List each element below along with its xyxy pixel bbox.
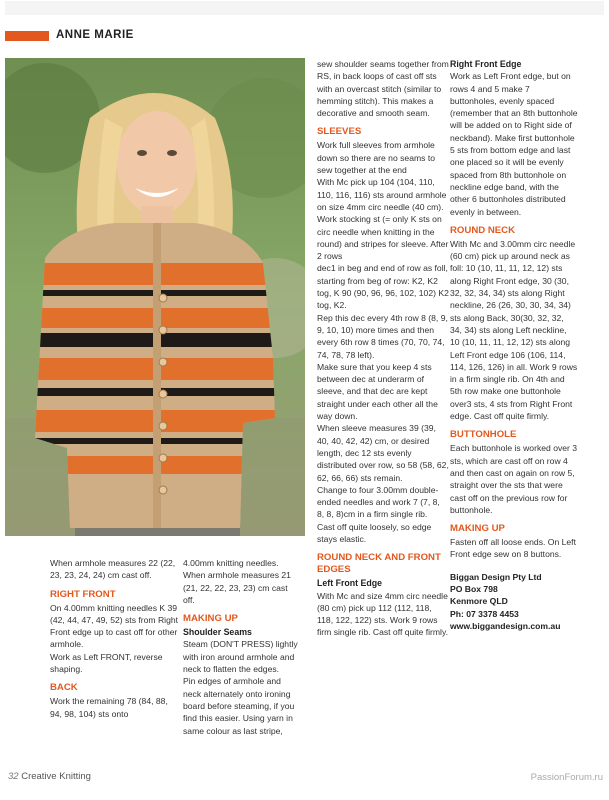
supplier-web[interactable]: www.biggandesign.com.au xyxy=(450,620,561,631)
paragraph: dec1 in beg and end of row as foll, starting from beg of row: K2, K2 tog, K 90 (90, 96, 96, 102, 102) K2 tog, K2. xyxy=(317,263,449,311)
supplier-box: PO Box 798 xyxy=(450,583,498,594)
paragraph: When sleeve measures 39 (39, 40, 40, 42, 42) cm, or desired length, dec 12 sts evenly distributed over row, so 58 (58, 62, 62, 66, 66) sts remain. xyxy=(317,423,449,483)
paragraph: Pin edges of armhole and neck alternately onto ironing board before steaming, if you find this easier. Using yarn in same colour as last stripe, xyxy=(183,676,295,736)
paragraph: Work stocking st (= only K sts on circ needle when knitting in the round) and stripes for sleeve. After 2 rows xyxy=(317,214,449,262)
paragraph: Steam (DON'T PRESS) lightly with iron around armhole and neck to flatten the edges. xyxy=(183,639,298,675)
subheading: Right Front Edge xyxy=(450,59,522,69)
supplier-name: Biggan Design Pty Ltd xyxy=(450,571,542,582)
section-heading: MAKING UP xyxy=(450,523,505,535)
section-heading: SLEEVES xyxy=(317,126,362,138)
paragraph: Cast off quite loosely, so edge stays elastic. xyxy=(317,521,432,544)
designer-name: ANNE MARIE xyxy=(56,29,134,41)
column-4-body xyxy=(450,58,578,561)
paragraph: With Mc pick up 104 (104, 110, 110, 116, 116) sts around armhole on size 4mm circ needle (40 cm). xyxy=(317,177,447,212)
subheading: Left Front Edge xyxy=(317,578,382,589)
section-heading: MAKING UP xyxy=(183,613,238,625)
section-heading: BUTTONHOLE xyxy=(450,429,517,441)
paragraph: Change to four 3.00mm double-ended needles and work 7 (7, 8, 8, 8, 8)cm in a firm single rib. xyxy=(317,484,440,520)
supplier-address xyxy=(450,571,578,632)
paragraph: Work as Left Front edge, but on rows 4 and 5 make 7 buttonholes, evenly spaced (remember that an 8th buttonhole will be added on to Right side of neckband). Make first buttonhole 5 sts from bottom edge and last one placed so it will be evenly spaced from 8th buttonhole on neckline edge band, with the other 6 buttonholes distributed evenly in between. xyxy=(450,71,578,217)
paragraph: Work the remaining 78 (84, 88, 94, 98, 104) sts onto xyxy=(50,696,168,719)
paragraph: Work full sleeves from armhole down so there are no seams to sew together at the end xyxy=(317,140,435,176)
accent-bar xyxy=(5,31,49,41)
section-heading: BACK xyxy=(50,682,78,694)
paragraph: When armhole measures 22 (22, 23, 23, 24, 24) cm cast off. xyxy=(50,558,176,581)
watermark: PassionForum.ru xyxy=(530,772,603,783)
column-3 xyxy=(317,58,449,639)
paragraph: With Mc and 3.00mm circ needle (60 cm) pick up around neck as foll: 10 (10, 11, 11, 12, 12) sts along Right Front edge, 30 (30, 32, 32, 34, 34) sts along Right neckline, 26 (26, 30, 30, 34, 34) sts along Back, 30(30, 32, 32, 34, 34) sts along Left neckline, 10 (10, 11, 11, 12, 12) sts along Left Front edge 106 (106, 114, 114, 126, 126) in all. Work 9 rows in a firm single rib. On 4th and 5th row make one buttonhole over3 sts, 4 sts from Right Front edge. Cast off quite firmly. xyxy=(450,238,578,422)
page-footer xyxy=(8,771,91,782)
paragraph: On 4.00mm knitting needles K 39 (42, 44, 47, 49, 52) sts from Right Front edge up to cast off for other armhole. xyxy=(50,602,179,650)
paragraph: Make sure that you keep 4 sts between dec at underarm of sleeve, and that dec are kept straight under each other all the way down. xyxy=(317,361,438,422)
section-heading: ROUND NECK AND FRONT EDGES xyxy=(317,552,441,576)
column-2 xyxy=(183,557,301,737)
paragraph: Fasten off all loose ends. On Left Front edge sew on 8 buttons. xyxy=(450,537,576,560)
paragraph: Each buttonhole is worked over 3 sts, which are cast off on row 4 and then cast on again on row 5, straight over the sts that were cast off on the previous row for buttonhole. xyxy=(450,443,578,515)
section-heading: ROUND NECK xyxy=(450,224,516,236)
paragraph: Work as Left FRONT, reverse shaping. xyxy=(50,651,163,675)
model-photo xyxy=(5,58,305,536)
supplier-phone: Ph: 07 3378 4453 xyxy=(450,608,519,619)
paragraph: 4.00mm knitting needles. When armhole measures 21 (21, 22, 22, 23, 23) cm cast off. xyxy=(183,558,291,605)
column-4 xyxy=(450,58,578,632)
photo-illustration xyxy=(5,58,305,536)
supplier-town: Kenmore QLD xyxy=(450,596,508,607)
paragraph: With Mc and size 4mm circ needle (80 cm) pick up 112 (112, 118, 118, 122, 122) sts. Work 9 rows firm single rib. Cast off quite firmly. xyxy=(317,590,449,638)
paragraph: sew shoulder seams together from RS, in back loops of cast off sts with an overcast stitch (similar to hemming stitch). This makes a decorative and smooth seam. xyxy=(317,59,449,119)
page-number: 32 xyxy=(8,771,19,782)
section-heading: RIGHT FRONT xyxy=(50,588,116,600)
magazine-name: Creative Knitting xyxy=(21,771,91,782)
header-strip xyxy=(5,1,604,15)
column-1 xyxy=(50,557,180,720)
paragraph: Rep this dec every 4th row 8 (8, 9, 9, 10, 10) more times and then every 6th row 8 times (70, 70, 74, 74, 78, 78 left). xyxy=(317,312,448,360)
subheading: Shoulder Seams xyxy=(183,627,252,638)
